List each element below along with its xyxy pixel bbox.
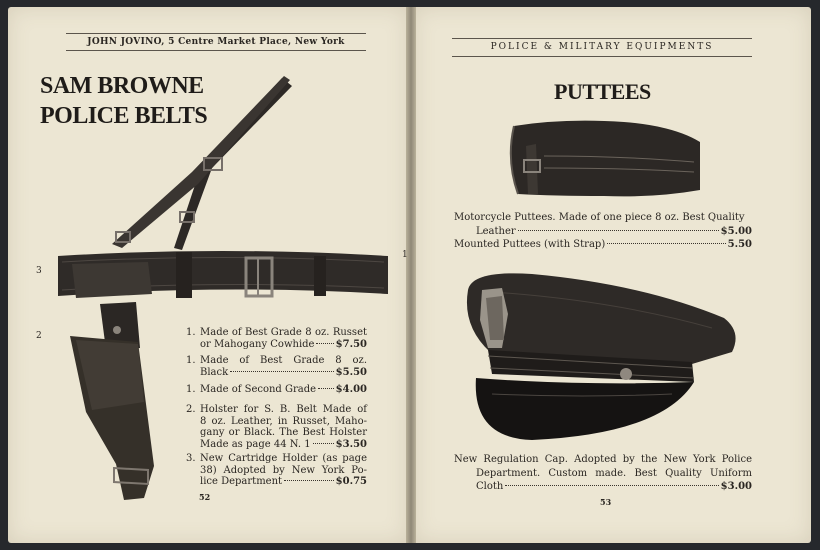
item-price: $3.50	[335, 438, 367, 450]
dot-leader	[518, 230, 719, 231]
page-title-line2: POLICE BELTS	[40, 103, 208, 129]
item-number: 3.	[186, 453, 196, 464]
header-rule-bottom	[66, 50, 366, 51]
item-text-line: lice Department	[200, 476, 283, 487]
item-number: 1.	[186, 355, 196, 366]
dot-leader	[607, 243, 725, 244]
belt-item-holster	[186, 404, 367, 450]
item-text-line: 8 oz. Leather, in Russet, Maho-	[200, 415, 367, 427]
left-running-head: JOHN JOVINO, 5 Centre Market Place, New York	[87, 37, 345, 47]
puttees-description	[454, 211, 752, 252]
dot-leader	[316, 343, 333, 344]
left-page-number: 52	[199, 492, 211, 502]
item-number: 1.	[186, 327, 196, 338]
item-price: $7.50	[335, 338, 367, 350]
item-text-line: New Cartridge Holder (as page	[200, 453, 367, 464]
page-title-line1: SAM BROWNE	[40, 73, 204, 99]
header-rule-top	[452, 38, 752, 39]
item-price: $4.00	[335, 384, 367, 395]
dot-leader	[318, 388, 334, 389]
puttees-price: $5.00	[720, 225, 752, 237]
dot-leader	[284, 480, 334, 481]
puttees-title: PUTTEES	[554, 79, 651, 104]
cap-line: Cloth	[476, 481, 504, 492]
puttees-line: Mounted Puttees (with Strap)	[454, 239, 606, 250]
puttees-line: Leather	[476, 225, 516, 237]
belt-item-black	[186, 355, 367, 378]
item-text-line: Made as page 44 N. 1	[200, 438, 311, 450]
item-price: $5.50	[335, 366, 367, 378]
item-text-line: Black	[200, 366, 229, 378]
cap-description	[454, 453, 752, 494]
item-text-line: Made of Best Grade 8 oz. Russet	[200, 327, 367, 338]
belt-item-cartridge-holder	[186, 453, 367, 488]
header-rule-top	[66, 33, 366, 34]
item-text-line: Made of Second Grade	[200, 384, 317, 395]
puttee-illustration	[504, 116, 704, 202]
item-price: $0.75	[335, 476, 367, 487]
item-number: 1.	[186, 384, 196, 395]
right-page-number: 53	[600, 497, 612, 507]
item-number: 2.	[186, 404, 196, 415]
item-text-line: 38) Adopted by New York Po-	[200, 464, 367, 476]
dot-leader	[505, 485, 718, 486]
book-gutter	[406, 7, 416, 543]
dot-leader	[313, 443, 334, 444]
cap-line: Department. Custom made. Best Quality Uniform	[476, 467, 752, 479]
puttees-line: Motorcycle Puttees. Made of one piece 8 oz. Best Quality	[454, 212, 745, 223]
cap-line: New Regulation Cap. Adopted by the New York Police	[454, 454, 752, 465]
belt-item-second-grade	[186, 384, 367, 396]
item-text-line: Made of Best Grade 8 oz.	[200, 355, 367, 366]
dot-leader	[230, 371, 334, 372]
side-mark: 1	[402, 250, 408, 260]
figure-mark-3: 3	[36, 266, 42, 276]
item-text-line: gany or Black. The Best Holster	[200, 427, 367, 438]
cap-price: $3.00	[720, 481, 752, 492]
police-cap-illustration	[462, 270, 742, 442]
figure-mark-2: 2	[36, 331, 42, 341]
header-rule-bottom	[452, 56, 752, 57]
mounted-puttees-price: 5.50	[727, 239, 752, 250]
item-text-line: or Mahogany Cowhide	[200, 338, 315, 350]
belt-item-russet	[186, 327, 367, 350]
item-text-line: Holster for S. B. Belt Made of	[200, 404, 367, 415]
right-running-head: POLICE & MILITARY EQUIPMENTS	[490, 42, 714, 52]
